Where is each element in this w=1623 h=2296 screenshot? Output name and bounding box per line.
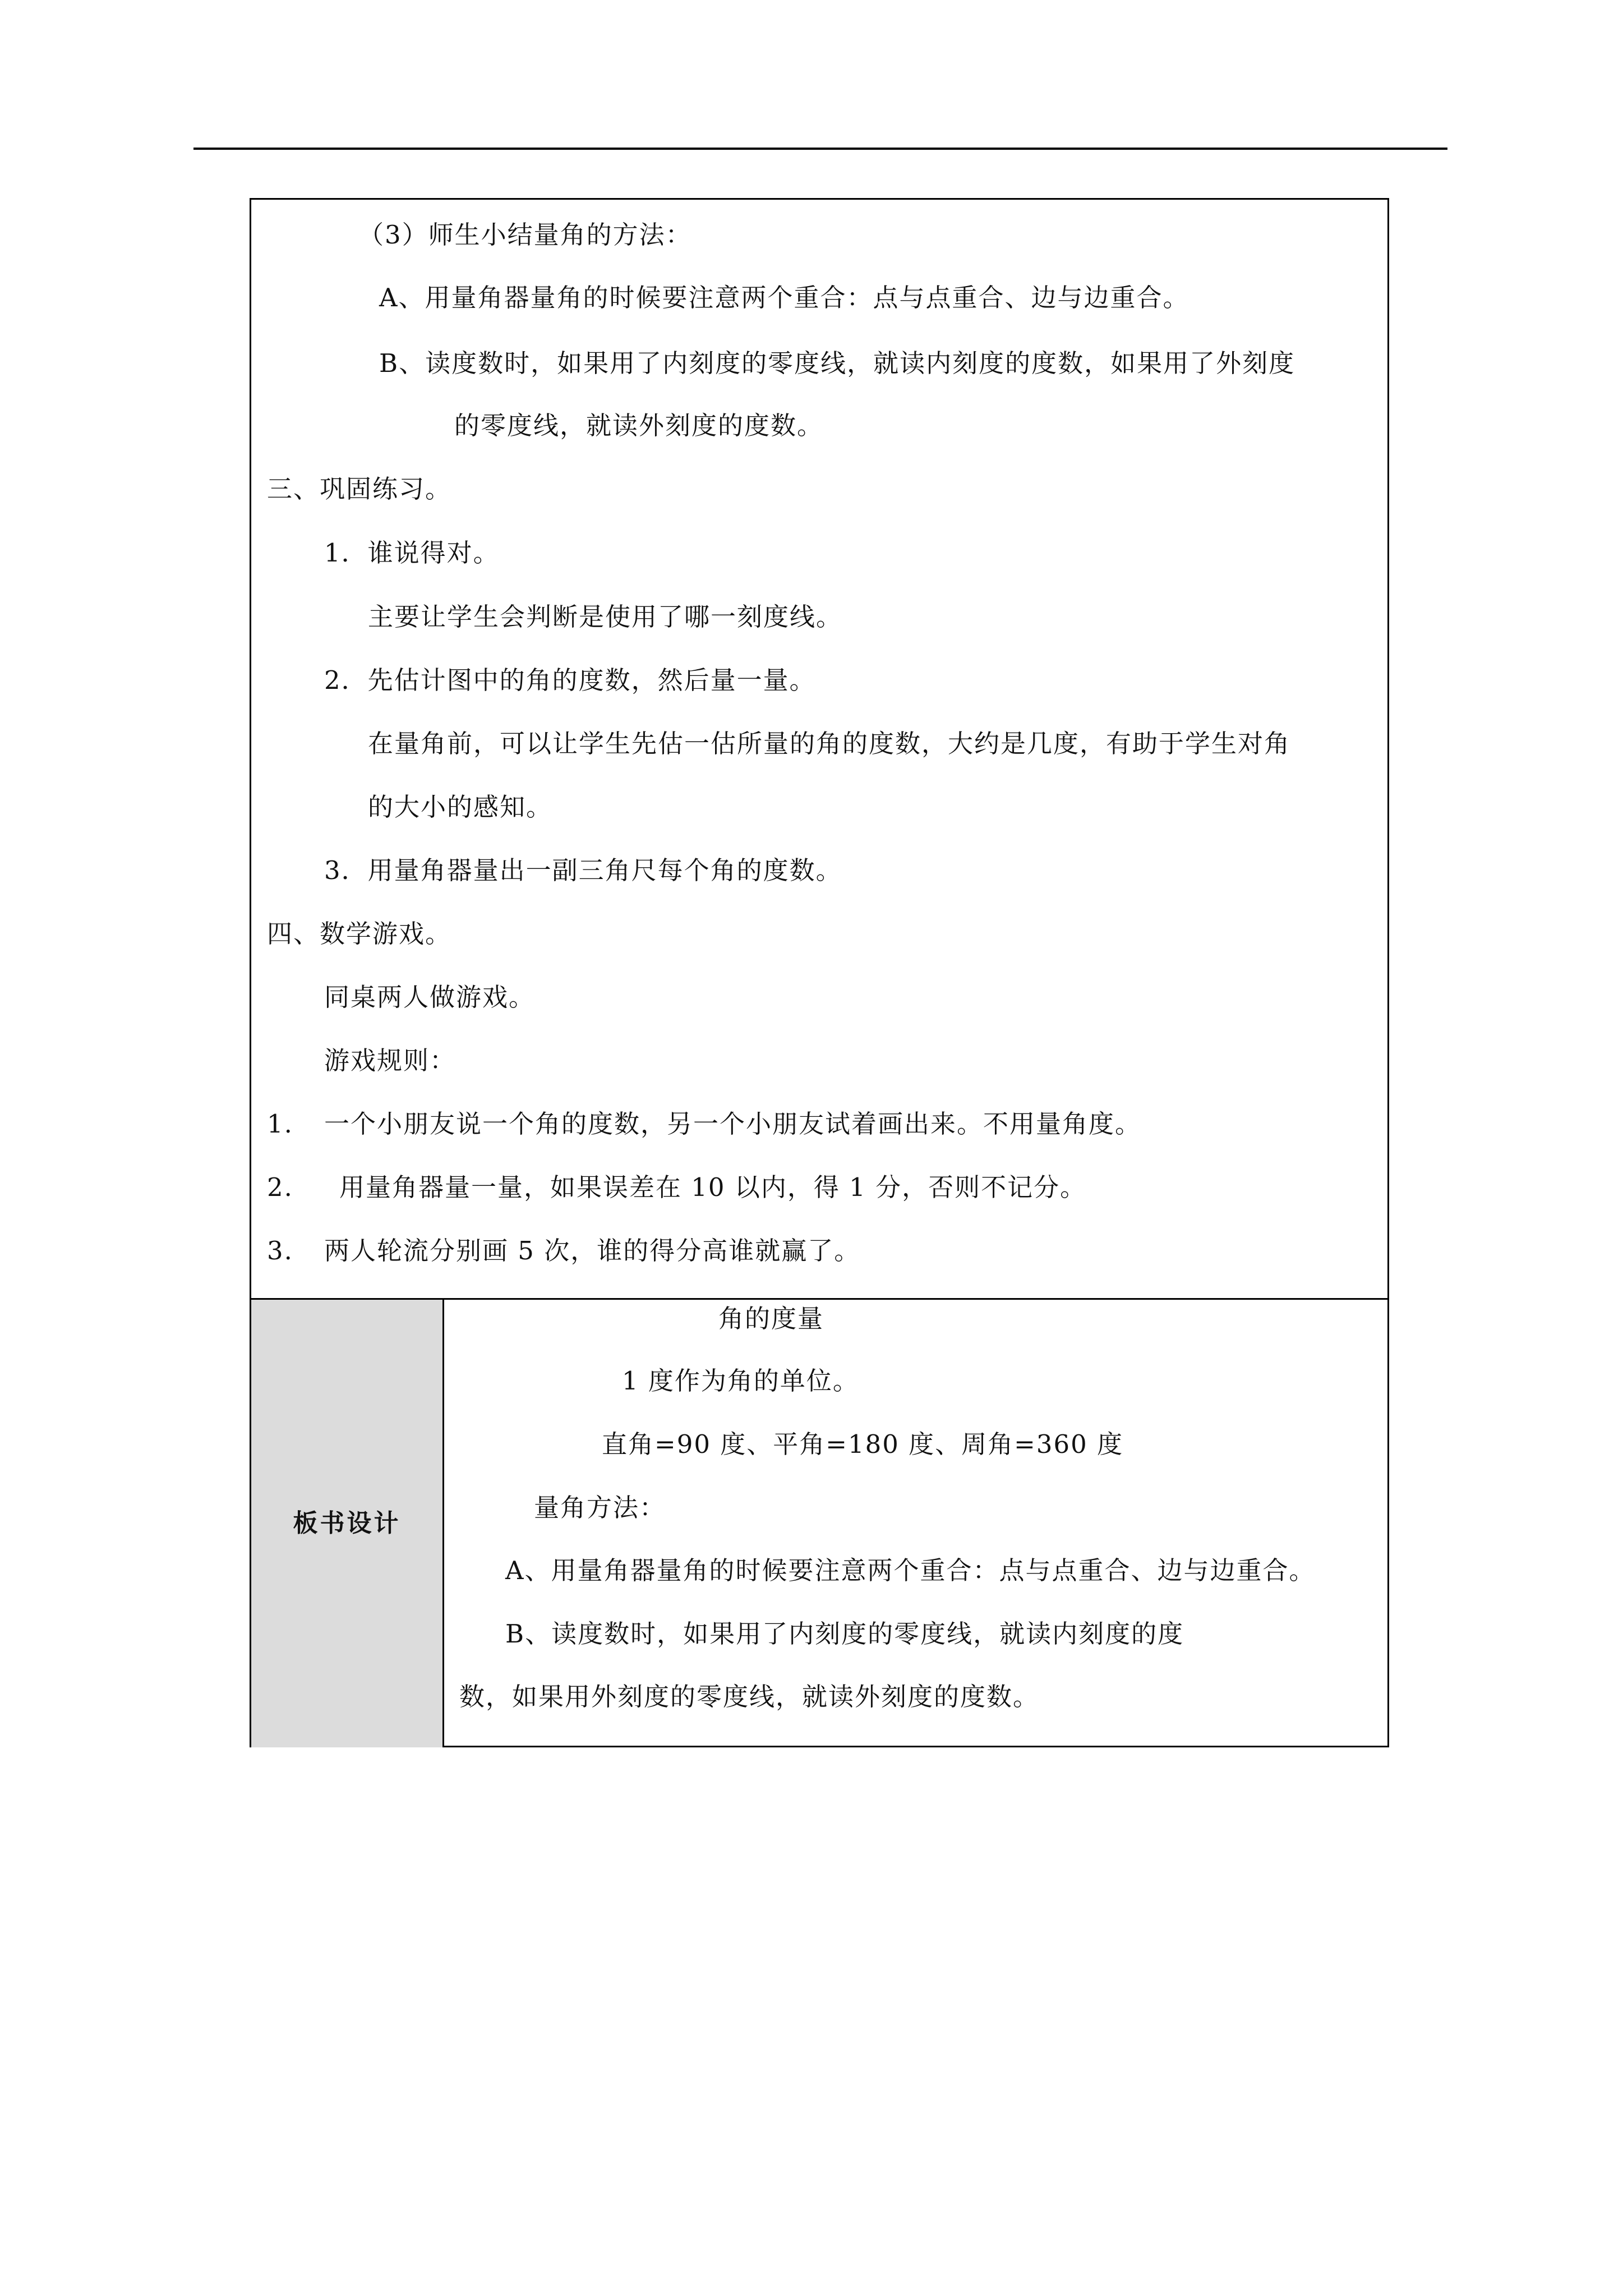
- section-3-heading: 三、巩固练习。: [267, 474, 452, 504]
- section-4-heading: 四、数学游戏。: [267, 919, 452, 949]
- exercise-2-title: 2．先估计图中的角的度数，然后量一量。: [324, 665, 816, 695]
- lesson-content-cell: [251, 200, 1387, 1298]
- summary-point-a: A、用量角器量角的时候要注意两个重合：点与点重合、边与边重合。: [379, 283, 1189, 312]
- summary-point-b-line1: B、读度数时，如果用了内刻度的零度线，就读内刻度的度数，如果用了外刻度: [379, 348, 1295, 378]
- exercise-2-note-line2: 的大小的感知。: [368, 792, 553, 822]
- board-angles-line: 直角=90 度、平角=180 度、周角=360 度: [602, 1429, 1124, 1459]
- board-title: 角的度量: [718, 1304, 824, 1333]
- summary-heading: （3）师生小结量角的方法：: [358, 220, 692, 250]
- board-design-content-cell: [444, 1300, 1387, 1747]
- rule-text: 两人轮流分别画 5 次，谁的得分高谁就赢了。: [324, 1236, 861, 1266]
- rule-text: 一个小朋友说一个角的度数，另一个小朋友试着画出来。不用量角度。: [324, 1109, 1142, 1139]
- rule-number: 3.: [267, 1236, 293, 1266]
- board-method-a: A、用量角器量角的时候要注意两个重合：点与点重合、边与边重合。: [505, 1556, 1316, 1585]
- lesson-table: [250, 198, 1389, 1747]
- exercise-3-title: 3．用量角器量出一副三角尺每个角的度数。: [324, 855, 842, 885]
- board-method-b-line2: 数，如果用外刻度的零度线，就读外刻度的度数。: [459, 1682, 1040, 1711]
- rule-text: 用量角器量一量，如果误差在 10 以内，得 1 分，否则不记分。: [339, 1172, 1087, 1202]
- exercise-1-title: 1．谁说得对。: [324, 538, 500, 568]
- exercise-2-note-line1: 在量角前，可以让学生先估一估所量的角的度数，大约是几度，有助于学生对角: [368, 729, 1291, 758]
- game-intro: 同桌两人做游戏。: [324, 982, 536, 1012]
- board-design-label-cell: [251, 1300, 444, 1747]
- exercise-1-note: 主要让学生会判断是使用了哪一刻度线。: [368, 602, 843, 632]
- board-method-b-line1: B、读度数时，如果用了内刻度的零度线，就读内刻度的度: [505, 1619, 1184, 1649]
- board-method-label: 量角方法：: [534, 1493, 666, 1522]
- game-rules-label: 游戏规则：: [324, 1046, 457, 1075]
- board-unit-line: 1 度作为角的单位。: [622, 1366, 859, 1396]
- header-rule: [193, 148, 1447, 150]
- summary-point-b-line2: 的零度线，就读外刻度的度数。: [454, 411, 824, 440]
- board-design-label: 板书设计: [293, 1509, 401, 1538]
- rule-number: 1.: [267, 1109, 293, 1139]
- rule-number: 2.: [267, 1172, 293, 1202]
